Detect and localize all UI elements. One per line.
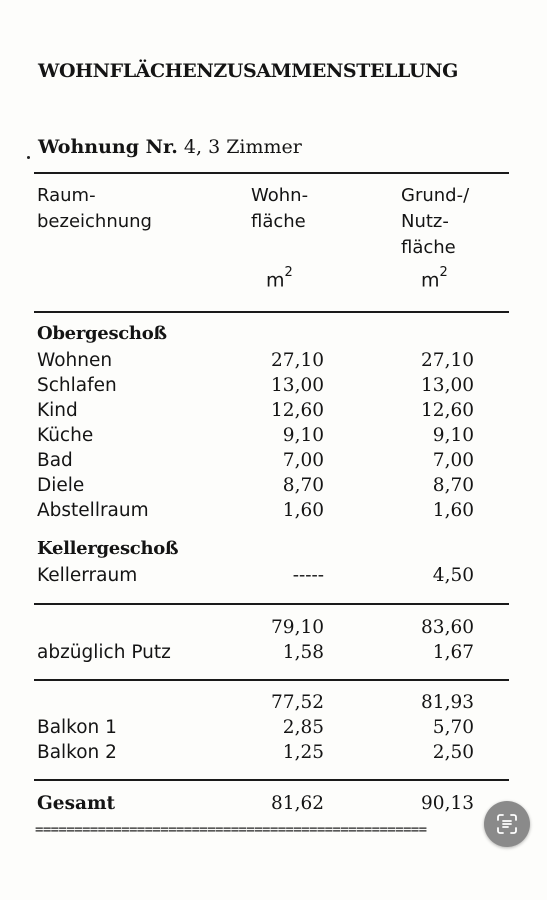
total-wohnflaeche: 81,62 bbox=[271, 793, 324, 814]
subtotal-wohnflaeche: 79,10 bbox=[271, 617, 324, 638]
wohnflaeche-value: 13,00 bbox=[271, 375, 324, 396]
header-col-grundflaeche-line3: fläche bbox=[401, 237, 456, 258]
table-row bbox=[0, 400, 547, 425]
apartment-heading-bold: Wohnung Nr. bbox=[38, 136, 178, 158]
double-rule: ================================================== bbox=[35, 822, 427, 838]
grundflaeche-value: 4,50 bbox=[432, 565, 474, 586]
rule-top bbox=[34, 172, 509, 174]
table-row bbox=[0, 475, 547, 500]
speck bbox=[27, 156, 30, 159]
room-label: Bad bbox=[37, 450, 73, 471]
table-row bbox=[0, 500, 547, 525]
table-row bbox=[0, 350, 547, 375]
subtotal-wohnflaeche: 77,52 bbox=[271, 692, 324, 713]
unit-grundflaeche bbox=[421, 265, 448, 292]
room-label: Schlafen bbox=[37, 375, 117, 396]
balkon-label: Balkon 1 bbox=[37, 717, 117, 738]
putz-wohnflaeche: 1,58 bbox=[282, 642, 324, 663]
grundflaeche-value: 1,60 bbox=[432, 500, 474, 521]
table-row bbox=[0, 717, 547, 742]
wohnflaeche-value: 9,10 bbox=[282, 425, 324, 446]
wohnflaeche-value: ----- bbox=[292, 565, 324, 586]
section-title: Kellergeschoß bbox=[37, 538, 179, 559]
scan-text-button[interactable] bbox=[484, 801, 530, 847]
table-row bbox=[0, 742, 547, 767]
grundflaeche-value: 12,60 bbox=[421, 400, 474, 421]
header-col-wohnflaeche-line2: fläche bbox=[251, 211, 306, 232]
rule-sum2 bbox=[34, 679, 509, 681]
wohnflaeche-value: 1,25 bbox=[282, 742, 324, 763]
unit-exponent: 2 bbox=[284, 265, 293, 280]
header-col-wohnflaeche bbox=[251, 183, 308, 235]
unit-wohnflaeche bbox=[266, 265, 293, 292]
header-col-grundflaeche-line2: Nutz- bbox=[401, 211, 449, 232]
rule-sum1 bbox=[34, 603, 509, 605]
balkon-label: Balkon 2 bbox=[37, 742, 117, 763]
scan-text-icon bbox=[495, 812, 519, 836]
rule-total bbox=[34, 779, 509, 781]
header-col-room bbox=[37, 183, 152, 235]
room-label: Kind bbox=[37, 400, 78, 421]
header-col-grundflaeche bbox=[401, 183, 469, 261]
page-title: WOHNFLÄCHENZUSAMMENSTELLUNG bbox=[38, 60, 458, 82]
table-row bbox=[0, 425, 547, 450]
wohnflaeche-value: 2,85 bbox=[282, 717, 324, 738]
putz-grundflaeche: 1,67 bbox=[432, 642, 474, 663]
room-label: Diele bbox=[37, 475, 85, 496]
header-col-room-line2: bezeichnung bbox=[37, 211, 152, 232]
apartment-heading bbox=[38, 136, 302, 158]
wohnflaeche-value: 1,60 bbox=[282, 500, 324, 521]
room-label: Wohnen bbox=[37, 350, 113, 371]
header-col-wohnflaeche-line1: Wohn- bbox=[251, 185, 309, 206]
wohnflaeche-value: 7,00 bbox=[282, 450, 324, 471]
subtotal-row bbox=[0, 692, 547, 717]
unit-symbol: m bbox=[266, 269, 285, 292]
grundflaeche-value: 9,10 bbox=[432, 425, 474, 446]
table-row bbox=[0, 375, 547, 400]
grundflaeche-value: 7,00 bbox=[432, 450, 474, 471]
room-label: Kellerraum bbox=[37, 565, 138, 586]
unit-symbol: m bbox=[421, 269, 440, 292]
total-row bbox=[0, 793, 547, 818]
apartment-heading-rest: 4, 3 Zimmer bbox=[177, 136, 302, 158]
section-title: Obergeschoß bbox=[37, 323, 167, 344]
grundflaeche-value: 13,00 bbox=[421, 375, 474, 396]
putz-label: abzüglich Putz bbox=[37, 642, 171, 663]
total-grundflaeche: 90,13 bbox=[421, 793, 474, 814]
table-row bbox=[0, 450, 547, 475]
room-label: Abstellraum bbox=[37, 500, 149, 521]
grundflaeche-value: 8,70 bbox=[432, 475, 474, 496]
wohnflaeche-value: 12,60 bbox=[271, 400, 324, 421]
rule-header bbox=[34, 311, 509, 313]
putz-row bbox=[0, 642, 547, 667]
header-col-grundflaeche-line1: Grund-/ bbox=[401, 185, 470, 206]
unit-exponent: 2 bbox=[439, 265, 448, 280]
grundflaeche-value: 27,10 bbox=[421, 350, 474, 371]
wohnflaeche-value: 27,10 bbox=[271, 350, 324, 371]
subtotal-grundflaeche: 83,60 bbox=[421, 617, 474, 638]
table-row bbox=[0, 565, 547, 590]
subtotal-row bbox=[0, 617, 547, 642]
grundflaeche-value: 2,50 bbox=[432, 742, 474, 763]
subtotal-grundflaeche: 81,93 bbox=[421, 692, 474, 713]
room-label: Küche bbox=[37, 425, 94, 446]
total-label: Gesamt bbox=[37, 793, 116, 814]
grundflaeche-value: 5,70 bbox=[432, 717, 474, 738]
header-col-room-line1: Raum- bbox=[37, 185, 96, 206]
wohnflaeche-value: 8,70 bbox=[282, 475, 324, 496]
